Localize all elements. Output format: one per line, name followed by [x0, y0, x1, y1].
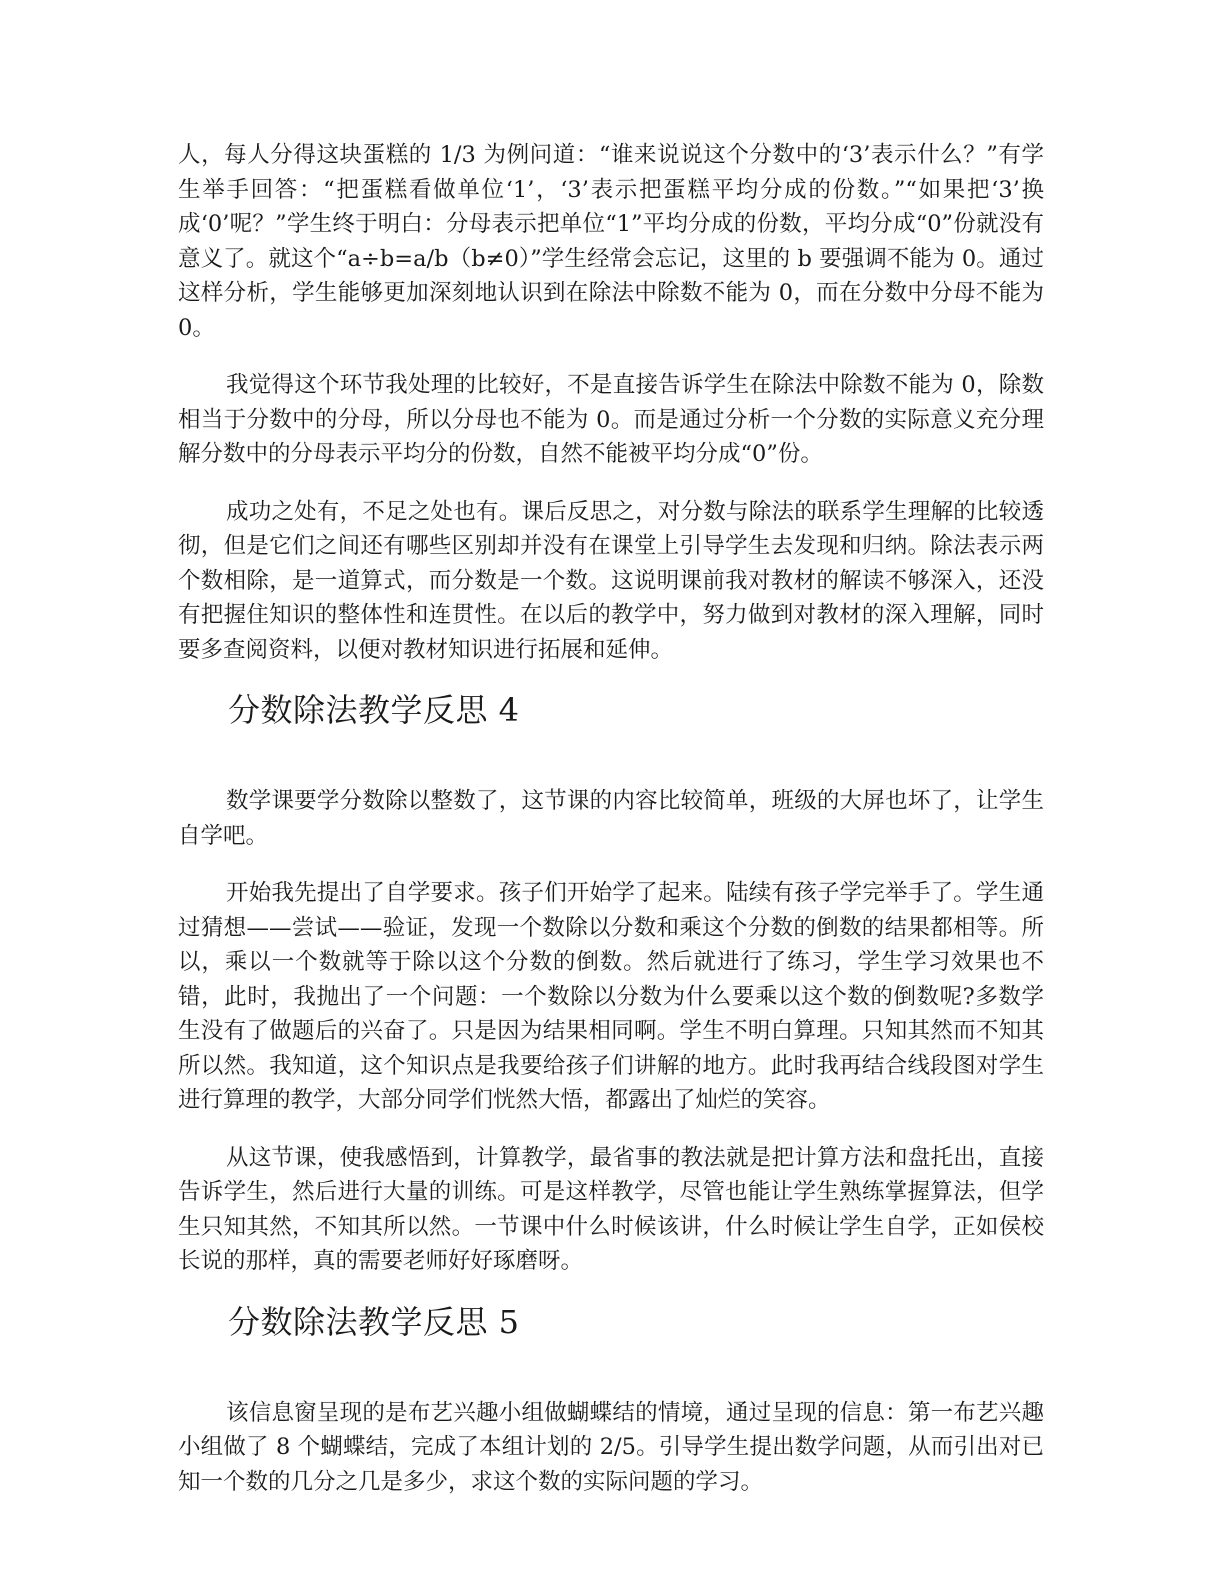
document-page: [178, 138, 1044, 1522]
paragraph-2: 我觉得这个环节我处理的比较好，不是直接告诉学生在除法中除数不能为 0，除数相当于分数中的分母，所以分母也不能为 0。而是通过分析一个分数的实际意义充分理解分数中的分母表示平均分的份数，自然不能被平均分成“0”份。: [178, 372, 1044, 467]
section-heading-5: 分数除法教学反思 5: [228, 1302, 520, 1341]
paragraph-3: 成功之处有，不足之处也有。课后反思之，对分数与除法的联系学生理解的比较透彻，但是它们之间还有哪些区别却并没有在课堂上引导学生去发现和归纳。除法表示两个数相除，是一道算式，而分数是一个数。这说明课前我对教材的解读不够深入，还没有把握住知识的整体性和连贯性。在以后的教学中，努力做到对教材的深入理解，同时要多查阅资料，以便对教材知识进行拓展和延伸。: [178, 498, 1044, 663]
paragraph-1: 人，每人分得这块蛋糕的 1/3 为例问道：“谁来说说这个分数中的‘3’表示什么？”有学生举手回答：“把蛋糕看做单位‘1’，‘3’表示把蛋糕平均分成的份数。”“如果把‘3’换成‘0’呢？”学生终于明白：分母表示把单位“1”平均分成的份数，平均分成“0”份就没有意义了。就这个“a÷b=a/b（b≠0）”学生经常会忘记，这里的 b 要强调不能为 0。通过这样分析，学生能够更加深刻地认识到在除法中除数不能为 0，而在分数中分母不能为 0。: [178, 142, 1044, 341]
section-heading-4: 分数除法教学反思 4: [228, 691, 520, 729]
paragraph-7: 该信息窗呈现的是布艺兴趣小组做蝴蝶结的情境，通过呈现的信息：第一布艺兴趣小组做了 8 个蝴蝶结，完成了本组计划的 2/5。引导学生提出数学问题，从而引出对已知一个数的几分之几是多少，求这个数的实际问题的学习。: [178, 1399, 1044, 1495]
paragraph-4: 数学课要学分数除以整数了，这节课的内容比较简单，班级的大屏也坏了，让学生自学吧。: [178, 788, 1044, 849]
paragraph-5: 开始我先提出了自学要求。孩子们开始学了起来。陆续有孩子学完举手了。学生通过猜想——尝试——验证，发现一个数除以分数和乘这个分数的倒数的结果都相等。所以，乘以一个数就等于除以这个分数的倒数。然后就进行了练习，学生学习效果也不错，此时，我抛出了一个问题：一个数除以分数为什么要乘以这个数的倒数呢?多数学生没有了做题后的兴奋了。只是因为结果相同啊。学生不明白算理。只知其然而不知其所以然。我知道，这个知识点是我要给孩子们讲解的地方。此时我再结合线段图对学生进行算理的教学，大部分同学们恍然大悟，都露出了灿烂的笑容。: [178, 880, 1044, 1113]
paragraph-6: 从这节课，使我感悟到，计算教学，最省事的教法就是把计算方法和盘托出，直接告诉学生，然后进行大量的训练。可是这样教学，尽管也能让学生熟练掌握算法，但学生只知其然，不知其所以然。一节课中什么时候该讲，什么时候让学生自学，正如侯校长说的那样，真的需要老师好好琢磨呀。: [178, 1144, 1044, 1274]
